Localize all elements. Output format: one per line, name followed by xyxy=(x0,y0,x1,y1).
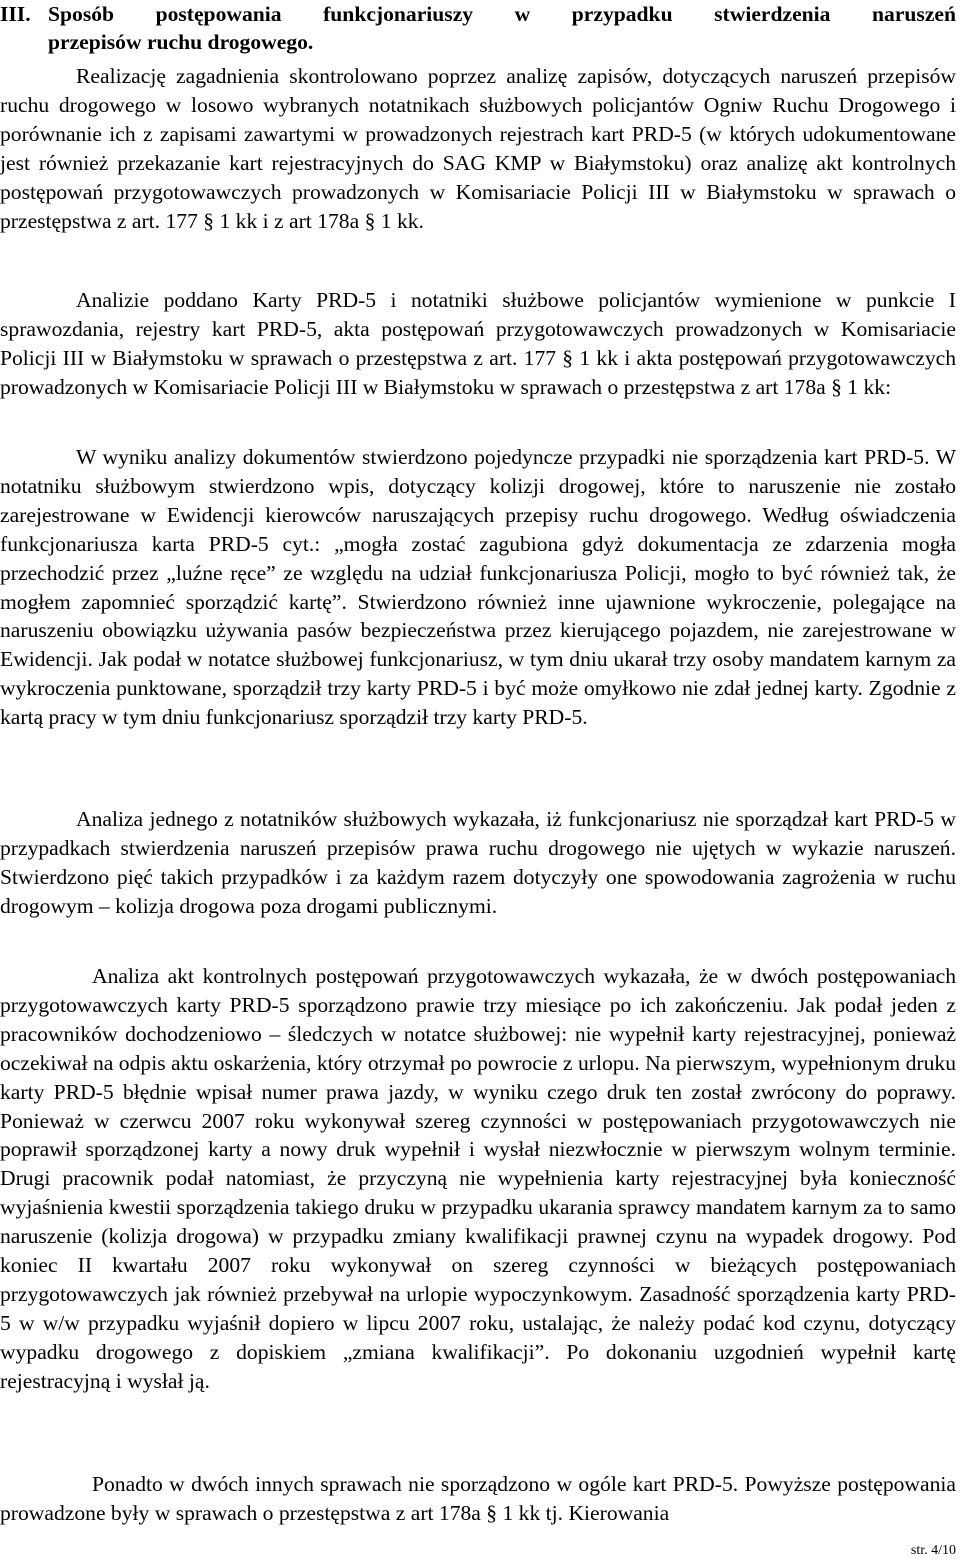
paragraph-5: Analiza akt kontrolnych postępowań przygotowawczych wykazała, że w dwóch postępowaniach przygotowawczych karty PRD-5 sporządzono prawie trzy miesiące po ich zakończeniu. Jak podał jeden z pracowników dochodzeniowo – śledczych w notatce służbowej: nie wypełnił karty rejestracyjnej, ponieważ oczekiwał na odpis aktu oskarżenia, który otrzymał po powrocie z urlopu. Na pierwszym, wypełnionym druku karty PRD-5 błędnie wpisał numer prawa jazdy, w wyniku czego druk ten został zwrócony do poprawy. Ponieważ w czerwcu 2007 roku wykonywał szereg czynności w postępowaniach przygotowawczych nie poprawił sporządzonej karty a nowy druk wypełnił i wysłał niezwłocznie w pierwszym wolnym terminie. Drugi pracownik podał natomiast, że przyczyną nie wypełnienia karty rejestracyjnej była konieczność wyjaśnienia kwestii sporządzenia takiego druku w przypadku ukarania sprawcy mandatem karnym za to samo naruszenie (kolizja drogowa) w przypadku zmiany kwalifikacji prawnej czynu na wypadek drogowy. Pod koniec II kwartału 2007 roku wykonywał on szereg czynności w bieżących postępowaniach przygotowawczych jak również przebywał na urlopie wypoczynkowym. Zasadność sporządzenia karty PRD-5 w w/w przypadku wyjaśnił dopiero w lipcu 2007 roku, ustalając, że należy podać kod czynu, dotyczący wypadku drogowego z dopiskiem „zmiana kwalifikacji”. Po dokonaniu uzgodnień wypełnił kartę rejestracyjną i wysłał ją. xyxy=(0,964,956,1393)
paragraph-6: Ponadto w dwóch innych sprawach nie sporządzono w ogóle kart PRD-5. Powyższe postępowania prowadzone były w sprawach o przestępstwa z art 178a § 1 kk tj. Kierowania xyxy=(0,1472,956,1525)
page-number: str. 4/10 xyxy=(910,1543,956,1558)
section-title-line2: przepisów ruchu drogowego. xyxy=(48,30,314,54)
section-number: III. xyxy=(0,2,31,26)
paragraph-2: Analizie poddano Karty PRD-5 i notatniki służbowe policjantów wymienione w punkcie I sprawozdania, rejestry kart PRD-5, akta postępowań przygotowawczych prowadzonych w Komisariacie Policji III w Białymstoku w sprawach o przestępstwa z art. 177 § 1 kk i akta postępowań przygotowawczych prowadzonych w Komisariacie Policji III w Białymstoku w sprawach o przestępstwa z art 178a § 1 kk: xyxy=(0,288,956,399)
section-heading xyxy=(0,0,956,56)
paragraph-3: W wyniku analizy dokumentów stwierdzono pojedyncze przypadki nie sporządzenia kart PRD-5. W notatniku służbowym stwierdzono wpis, dotyczący kolizji drogowej, które to naruszenie nie zostało zarejestrowane w Ewidencji kierowców naruszających przepisy ruchu drogowego. Według oświadczenia funkcjonariusza karta PRD-5 cyt.: „mogła zostać zagubiona gdyż dokumentacja ze zdarzenia mogła przechodzić przez „luźne ręce” ze względu na udział funkcjonariusza Policji, mogło to być również tak, że mogłem zapomnieć sporządzić kartę”. Stwierdzono również inne ujawnione wykroczenie, polegające na naruszeniu obowiązku używania pasów bezpieczeństwa przez kierującego pojazdem, nie zarejestrowane w Ewidencji. Jak podał w notatce służbowej funkcjonariusz, w tym dniu ukarał trzy osoby mandatem karnym za wykroczenia punktowane, sporządził trzy karty PRD-5 i być może omyłkowo nie zdał jednej karty. Zgodnie z kartą pracy w tym dniu funkcjonariusz sporządził trzy karty PRD-5. xyxy=(0,445,956,730)
section-title-line1: Sposób postępowania funkcjonariuszy w przypadku stwierdzenia naruszeń xyxy=(48,2,956,26)
paragraph-4: Analiza jednego z notatników służbowych wykazała, iż funkcjonariusz nie sporządzał kart PRD-5 w przypadkach stwierdzenia naruszeń przepisów prawa ruchu drogowego nie ujętych w wykazie naruszeń. Stwierdzono pięć takich przypadków i za każdym razem dotyczyły one spowodowania zagrożenia w ruchu drogowym – kolizja drogowa poza drogami publicznymi. xyxy=(0,807,956,918)
paragraph-1: Realizację zagadnienia skontrolowano poprzez analizę zapisów, dotyczących naruszeń przepisów ruchu drogowego w losowo wybranych notatnikach służbowych policjantów Ogniw Ruchu Drogowego i porównanie ich z zapisami zawartymi w prowadzonych rejestrach kart PRD-5 (w których udokumentowane jest również przekazanie kart rejestracyjnych do SAG KMP w Białymstoku) oraz analizę akt kontrolnych postępowań przygotowawczych prowadzonych w Komisariacie Policji III w Białymstoku w sprawach o przestępstwa z art. 177 § 1 kk i z art 178a § 1 kk. xyxy=(0,64,956,233)
section-heading-line1 xyxy=(0,0,956,28)
